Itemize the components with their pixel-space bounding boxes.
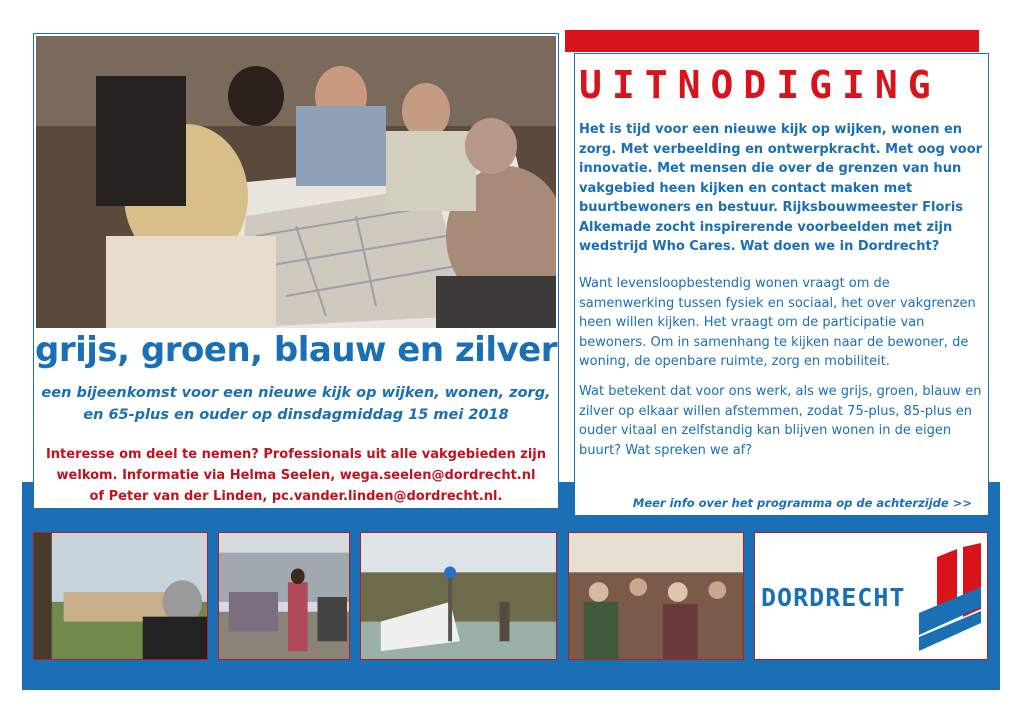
invitation-heading: UITNODIGING	[579, 63, 941, 107]
logo-emblem-icon	[915, 543, 987, 655]
dordrecht-logo	[754, 532, 988, 660]
workshop-photo	[36, 36, 556, 328]
intro-paragraph: Het is tijd voor een nieuwe kijk op wijken, wonen en zorg. Met verbeelding en ontwerpkracht. Met oog voor innovatie. Met mensen die over de grenzen van hun vakgebied heen kijken en contact maken met buurtbewoners en bestuur. Rijksbouwmeester Floris Alkemade zocht inspirerende voorbeelden met zijn wedstrijd Who Cares. Wat doen we in Dordrecht?	[579, 122, 983, 254]
event-title: grijs, groen, blauw en zilver	[35, 330, 557, 370]
contact-line: of Peter van der Linden, pc.vander.linden@dordrecht.nl.	[89, 489, 503, 504]
contact-info	[38, 444, 554, 507]
more-info-link[interactable]: Meer info over het programma op de achterzijde >>	[632, 496, 972, 510]
body-paragraph: Want levensloopbestendig wonen vraagt om de samenwerking tussen fysiek en sociaal, het over vakgrenzen heen willen kijken. Het vraagt om de participatie van bewoners. Om in samenhang te kijken naar de bewoner, de woning, de openbare ruimte, zorg en mobiliteit.	[579, 276, 976, 369]
event-subtitle	[38, 382, 554, 426]
audience-photo	[568, 532, 744, 660]
logo-wordmark: DORDRECHT	[761, 583, 906, 612]
event-panel	[33, 33, 559, 509]
body-paragraph: Wat betekent dat voor ons werk, als we grijs, groen, blauw en zilver op elkaar willen afstemmen, zodat 75-plus, 85-plus en ouder vitaal en zelfstandig kan blijven wonen in de eigen buurt? Wat spreken we af?	[579, 384, 982, 458]
courtyard-photo	[218, 532, 350, 660]
street-photo	[33, 532, 208, 660]
subtitle-line: en 65-plus en ouder op dinsdagmiddag 15 mei 2018	[83, 407, 509, 423]
red-accent-bar	[565, 30, 979, 52]
contact-line: Interesse om deel te nemen? Professionals uit alle vakgebieden zijn	[45, 447, 547, 462]
invitation-panel	[574, 53, 989, 516]
contact-line: welkom. Informatie via Helma Seelen, wega.seelen@dordrecht.nl	[56, 468, 536, 483]
subtitle-line: een bijeenkomst voor een nieuwe kijk op wijken, wonen, zorg,	[41, 385, 551, 401]
park-bridge-photo	[360, 532, 557, 660]
